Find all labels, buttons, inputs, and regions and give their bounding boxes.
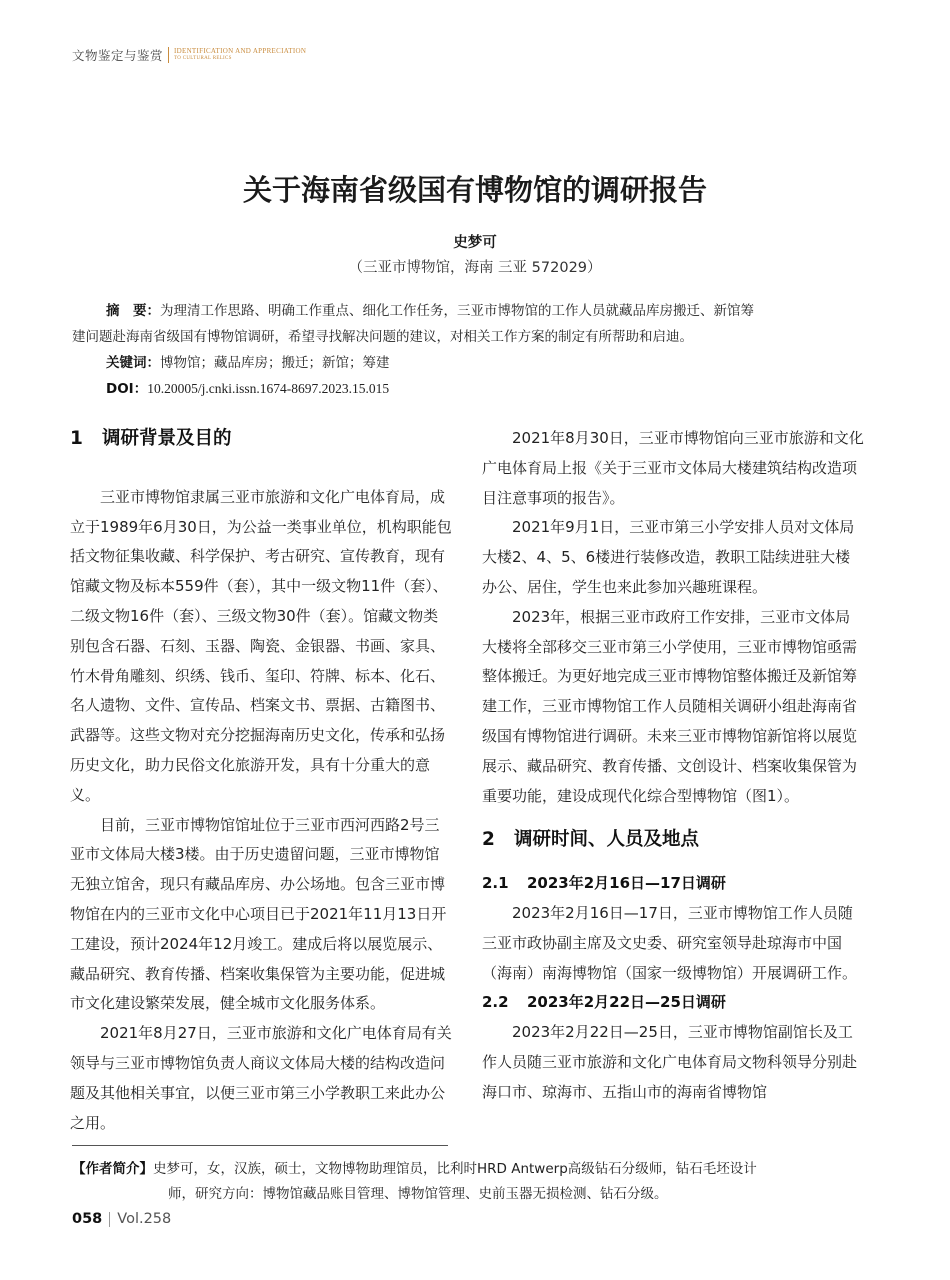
footnote-divider — [72, 1145, 448, 1146]
section-number: 2 — [482, 829, 495, 851]
journal-section-title: 文物鉴定与鉴赏 — [72, 48, 164, 63]
abstract-text-line2: 建问题赴海南省级国有博物馆调研，希望寻找解决问题的建议，对相关工作方案的制定有所帮助和启迪。 — [72, 329, 693, 345]
section-english-line1: IDENTIFICATION AND APPRECIATION — [174, 47, 307, 55]
page-footer — [72, 1211, 171, 1227]
body-paragraph: 2023年2月16日—17日，三亚市博物馆工作人员随三亚市政协副主席及文史委、研究室领导赴琼海市中国（海南）南海博物馆（国家一级博物馆）开展调研工作。 — [482, 903, 858, 982]
author-name: 史梦可 — [453, 235, 497, 251]
footer-divider — [109, 1212, 110, 1227]
right-column — [482, 424, 864, 1108]
keywords — [72, 350, 864, 376]
body-paragraph: 2023年，根据三亚市政府工作安排，三亚市文体局大楼将全部移交三亚市第三小学使用，三亚市博物馆亟需整体搬迁。为更好地完成三亚市博物馆整体搬迁及新馆筹建工作，三亚市博物馆工作人员随相关调研小组赴海南省级国有博物馆进行调研。未来三亚市博物馆新馆将以展览展示、藏品研究、教育传播、文创设计、档案收集保管为重要功能，建设成现代化综合型博物馆（图1）。 — [482, 607, 858, 805]
section-title: 调研背景及目的 — [102, 428, 232, 449]
subsection-number: 2.2 — [482, 993, 509, 1012]
abstract-label: 摘 要： — [106, 303, 160, 319]
section-heading-1 — [70, 424, 452, 454]
author-bio-text: 史梦可，女，汉族，硕士，文物博物助理馆员，比利时HRD Antwerp高级钻石分级师，钻石毛坯设计 — [153, 1161, 757, 1177]
journal-section-english — [174, 47, 306, 63]
article-title: 关于海南省级国有博物馆的调研报告 — [242, 173, 707, 207]
left-column — [70, 424, 452, 1138]
subsection-heading-2-1 — [482, 869, 864, 899]
subsection-title: 2023年2月22日—25日调研 — [527, 993, 726, 1012]
subsection-number: 2.1 — [482, 874, 509, 893]
running-header — [72, 46, 306, 64]
body-paragraph: 2021年8月30日，三亚市博物馆向三亚市旅游和文化广电体育局上报《关于三亚市文体局大楼建筑结构改造项目注意事项的报告》。 — [482, 429, 864, 507]
volume-number: Vol.258 — [117, 1211, 172, 1227]
section-title: 调研时间、人员及地点 — [514, 829, 700, 851]
section-heading-2 — [482, 825, 864, 855]
page-number: 058 — [72, 1211, 103, 1227]
doi-value[interactable]: 10.20005/j.cnki.issn.1674-8697.2023.15.015 — [147, 381, 390, 396]
body-paragraph: 2021年9月1日，三亚市第三小学安排人员对文体局大楼2、4、5、6楼进行装修改造，教职工陆续进驻大楼办公、居住，学生也来此参加兴趣班课程。 — [482, 518, 855, 596]
abstract-text-line1: 为理清工作思路、明确工作重点、细化工作任务，三亚市博物馆的工作人员就藏品库房搬迁、新馆筹 — [160, 303, 754, 319]
author-affiliation: （三亚市博物馆，海南 三亚 572029） — [348, 260, 602, 276]
doi-label: DOI： — [106, 381, 148, 397]
keywords-text: 博物馆；藏品库房；搬迁；新馆；筹建 — [160, 355, 390, 371]
body-paragraph: 2021年8月27日，三亚市旅游和文化广电体育局有关领导与三亚市博物馆负责人商议文体局大楼的结构改造问题及其他相关事宜，以便三亚市第三小学教职工来此办公之用。 — [70, 1024, 452, 1132]
body-paragraph: 目前，三亚市博物馆馆址位于三亚市西河西路2号三亚市文体局大楼3楼。由于历史遗留问题，三亚市博物馆无独立馆舍，现只有藏品库房、办公场地。包含三亚市博物馆在内的三亚市文化中心项目已于2021年11月13日开工建设，预计2024年12月竣工。建成后将以展览展示、藏品研究、教育传播、档案收集保管为主要功能，促进城市文化建设繁荣发展，健全城市文化服务体系。 — [70, 815, 447, 1013]
section-english-line2: TO CULTURAL RELICS — [174, 56, 232, 61]
author-bio-label: 【作者简介】 — [72, 1161, 153, 1177]
abstract-block — [72, 298, 864, 402]
body-paragraph: 三亚市博物馆隶属三亚市旅游和文化广电体育局，成立于1989年6月30日，为公益一类事业单位，机构职能包括文物征集收藏、科学保护、考古研究、宣传教育，现有馆藏文物及标本559件（套），其中一级文物11件（套）、二级文物16件（套）、三级文物30件（套）。馆藏文物类别包含石器、石刻、玉器、陶瓷、金银器、书画、家具、竹木骨角雕刻、织绣、钱币、玺印、符牌、标本、化石、名人遗物、文件、宣传品、档案文书、票据、古籍图书、武器等。这些文物对充分挖掘海南历史文化，传承和弘扬历史文化，助力民俗文化旅游开发，具有十分重大的意义。 — [70, 487, 452, 804]
author-bio — [72, 1157, 864, 1207]
subsection-title: 2023年2月16日—17日调研 — [527, 874, 726, 893]
author-bio-line1 — [72, 1157, 864, 1182]
header-divider — [168, 47, 169, 63]
section-number: 1 — [70, 428, 83, 449]
doi — [72, 376, 864, 402]
keywords-label: 关键词： — [106, 355, 160, 371]
body-paragraph: 2023年2月22日—25日，三亚市博物馆副馆长及工作人员随三亚市旅游和文化广电体育局文物科领导分别赴海口市、琼海市、五指山市的海南省博物馆 — [482, 1023, 858, 1101]
subsection-heading-2-2 — [482, 988, 864, 1018]
abstract — [72, 298, 864, 324]
author-bio-line2: 师，研究方向：博物馆藏品账目管理、博物馆管理、史前玉器无损检测、钻石分级。 — [168, 1186, 668, 1202]
